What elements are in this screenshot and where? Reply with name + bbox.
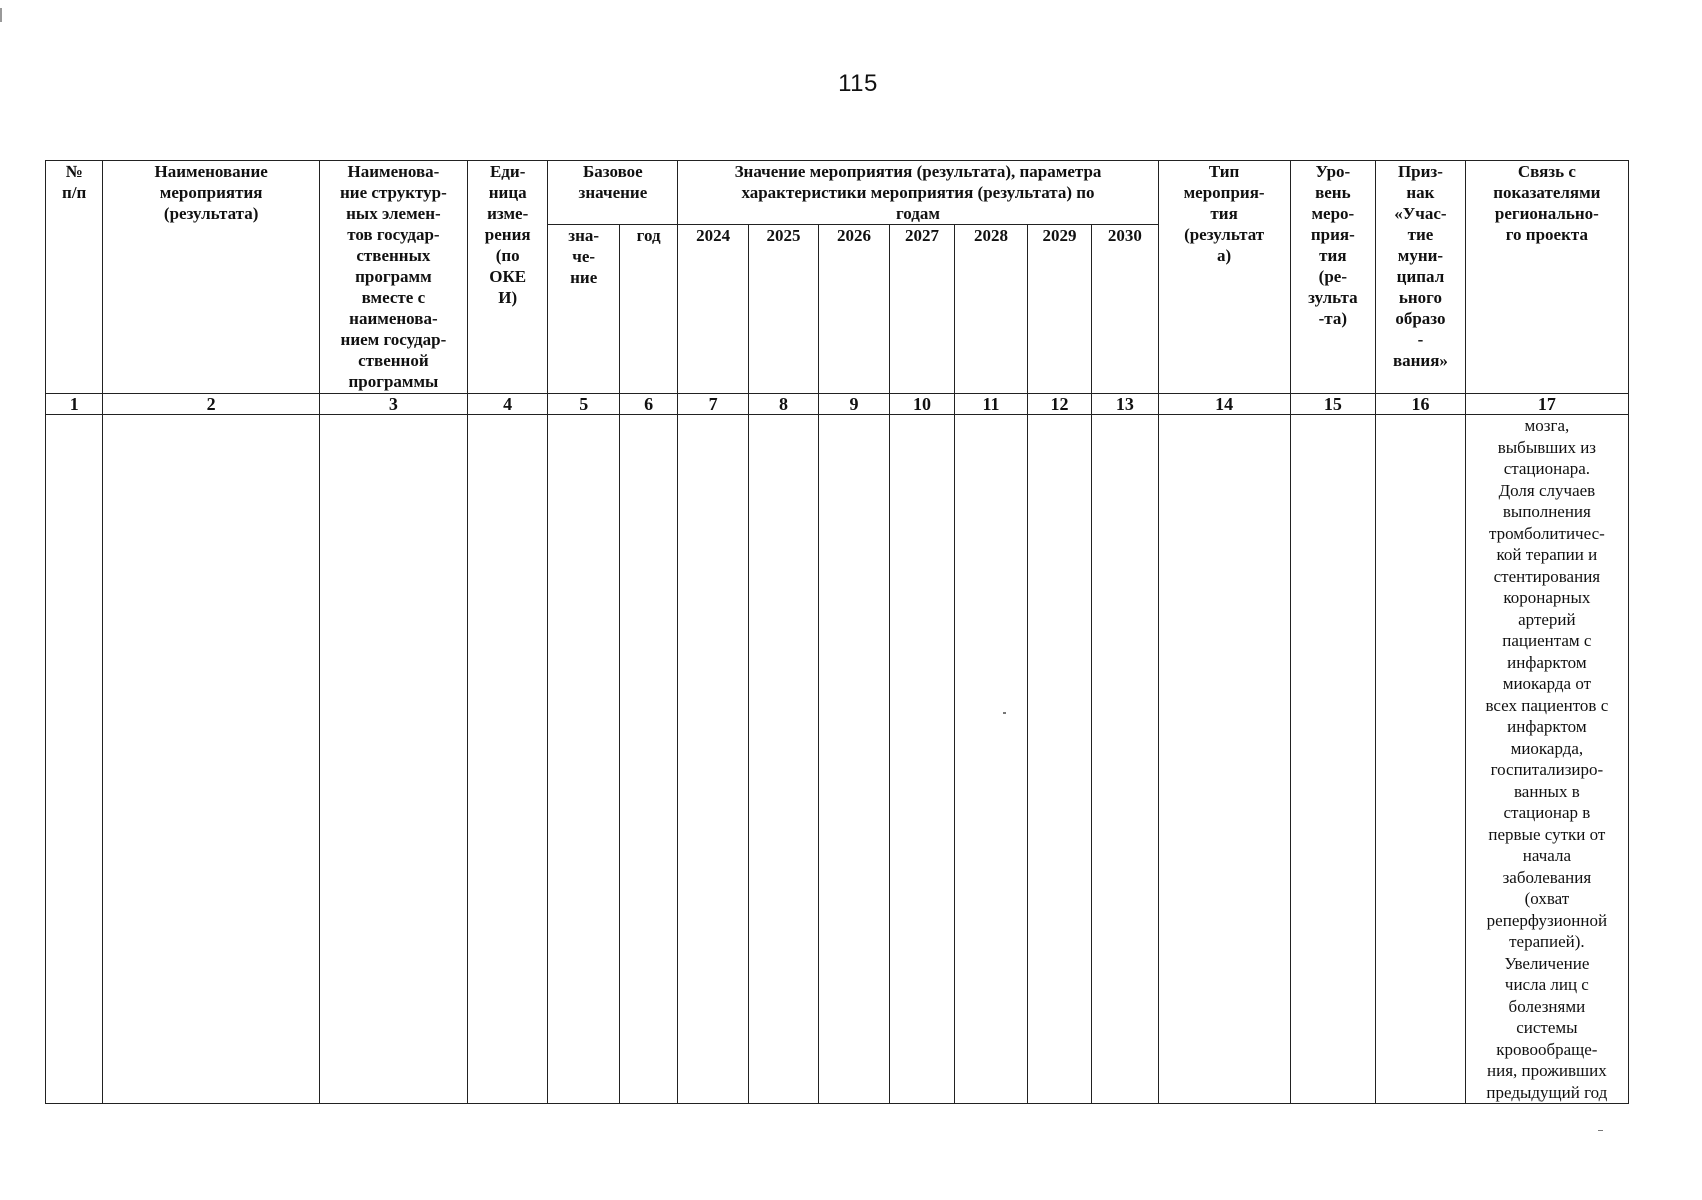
header-unit: [467, 161, 548, 394]
indicator-link-text-line: стентирования: [1493, 566, 1601, 586]
header-event-name: [103, 161, 320, 394]
header-text-line: вания»: [1392, 351, 1448, 370]
indicator-link-text-line: мозга,: [1524, 416, 1570, 435]
indicator-link-text-line: первые сутки от: [1488, 824, 1606, 844]
header-row-top: [46, 161, 1629, 225]
table-cell-col-9: [819, 415, 889, 1104]
column-number-14: 14: [1158, 394, 1290, 415]
column-number-5: 5: [548, 394, 619, 415]
header-text-line: характеристики мероприятия (результата) по: [741, 183, 1095, 202]
table-cell-col-12: [1027, 415, 1091, 1104]
header-text-line: «Учас-: [1394, 204, 1447, 223]
header-text-line: Еди-: [489, 162, 526, 181]
table-cell-col-14: [1158, 415, 1290, 1104]
indicator-link-text-line: пациентам с: [1502, 631, 1592, 650]
indicator-link-text-line: терапией).: [1509, 932, 1585, 951]
indicator-link-text-line: (охват: [1524, 889, 1570, 908]
header-number: [46, 161, 103, 394]
indicator-link-text-line: кой терапии и: [1496, 545, 1598, 564]
scan-speck: [1598, 1130, 1603, 1131]
header-text-line: Связь с: [1517, 162, 1576, 181]
header-text-line: -та): [1318, 309, 1348, 328]
indicator-link-text-line: выполнения: [1502, 502, 1591, 521]
header-values-by-year-group: [678, 161, 1158, 225]
header-text-line: Значение мероприятия (результата), параметра: [734, 162, 1102, 181]
header-text-line: ственных: [356, 246, 431, 265]
column-number-6: 6: [619, 394, 677, 415]
table-cell-col-3: [319, 415, 467, 1104]
table-cell-col-7: [678, 415, 748, 1104]
header-text-line: (результат: [1184, 225, 1265, 244]
indicator-link-text-line: кровообраще-: [1496, 1039, 1598, 1059]
header-text-line: Уро-: [1315, 162, 1351, 181]
header-text-line: а): [1217, 246, 1232, 265]
indicator-link-text-line: ванных в: [1514, 781, 1580, 801]
header-text-line: регионально-: [1494, 204, 1599, 223]
column-number-16: 16: [1376, 394, 1466, 415]
header-text-line: ьного: [1398, 288, 1442, 307]
indicator-link-text-line: коронарных: [1503, 588, 1591, 607]
indicator-link-text-line: артерий: [1518, 609, 1576, 629]
table-cell-col-10: [889, 415, 954, 1104]
table-cell-col-13: [1092, 415, 1158, 1104]
column-number-9: 9: [819, 394, 889, 415]
header-text-line: ние: [570, 268, 598, 287]
page-number: 115: [838, 70, 878, 97]
indicator-link-text-line: предыдущий год: [1486, 1082, 1608, 1102]
header-text-line: нием государ-: [340, 330, 447, 349]
indicator-link-text-line: стационар в: [1503, 803, 1591, 822]
header-text-line: мероприятия: [159, 183, 263, 202]
header-text-line: вень: [1315, 183, 1351, 202]
header-text-line: Наименова-: [347, 162, 440, 181]
header-text-line: значение: [578, 183, 648, 202]
column-number-15: 15: [1290, 394, 1376, 415]
header-text-line: зна-: [568, 226, 600, 245]
indicator-link-text-line: выбывших из: [1497, 437, 1597, 457]
header-text-line: показателями: [1493, 183, 1601, 202]
header-text-line: муни-: [1397, 246, 1444, 265]
header-text-line: мероприя-: [1183, 183, 1265, 202]
indicator-link-text-line: тромболитичес-: [1488, 523, 1605, 543]
header-year-2026: 2026: [819, 225, 889, 394]
table-cell-col-8: [748, 415, 818, 1104]
header-event-type: [1158, 161, 1290, 394]
indicator-link-text-line: Доля случаев: [1498, 480, 1596, 500]
indicator-link-text-line: инфарктом: [1507, 652, 1587, 672]
header-text-line: че-: [572, 247, 596, 266]
indicator-link-text-line: системы: [1516, 1018, 1578, 1037]
table-cell-col-15: [1290, 415, 1376, 1104]
header-year-2027: 2027: [889, 225, 954, 394]
header-base-year: [619, 225, 677, 394]
column-number-row: [46, 394, 1629, 415]
header-year-2029: 2029: [1027, 225, 1091, 394]
header-text-line: годам: [895, 204, 940, 223]
header-text-line: рения: [484, 225, 531, 244]
table-cell-col-16: [1376, 415, 1466, 1104]
table-cell-col-5: [548, 415, 619, 1104]
header-text-line: зульта: [1308, 288, 1358, 307]
header-municipal-participation: [1376, 161, 1466, 394]
header-link-to-indicators: [1465, 161, 1628, 394]
column-number-17: 17: [1465, 394, 1628, 415]
table-cell-col-17: [1465, 415, 1628, 1104]
header-year-2028: 2028: [955, 225, 1028, 394]
header-text-line: прия-: [1310, 225, 1355, 244]
header-text-line: тов государ-: [347, 225, 440, 244]
header-text-line: ципал: [1396, 267, 1445, 286]
column-number-11: 11: [955, 394, 1028, 415]
header-base-value-group: [548, 161, 678, 225]
header-text-line: изме-: [487, 204, 529, 223]
column-number-10: 10: [889, 394, 954, 415]
header-text-line: Наименование: [154, 162, 268, 181]
indicator-link-text-line: инфарктом: [1507, 717, 1587, 736]
header-base-value: [548, 225, 619, 394]
indicator-link-text-line: начала: [1522, 846, 1571, 865]
header-text-line: ных элемен-: [346, 204, 441, 223]
header-text-line: Тип: [1208, 162, 1240, 181]
column-number-2: 2: [103, 394, 320, 415]
indicator-link-text-line: Увеличение: [1504, 953, 1590, 973]
header-year-2025: 2025: [748, 225, 818, 394]
header-text-line: программы: [348, 372, 439, 391]
column-number-4: 4: [467, 394, 548, 415]
column-number-3: 3: [319, 394, 467, 415]
header-text-line: программ: [355, 267, 432, 286]
indicator-link-text-line: болезнями: [1508, 996, 1586, 1016]
table-cell-col-1: [46, 415, 103, 1104]
header-structural-elements: [319, 161, 467, 394]
column-number-8: 8: [748, 394, 818, 415]
header-text-line: (ре-: [1318, 267, 1347, 286]
scan-edge-mark: [0, 8, 2, 22]
header-text-line: образо: [1395, 309, 1446, 328]
header-text-line: п/п: [62, 183, 87, 202]
indicator-link-text-line: всех пациентов с: [1485, 695, 1609, 715]
table-cell-col-2: [103, 415, 320, 1104]
header-text-line: (результата): [163, 204, 259, 223]
header-text-line: меро-: [1311, 204, 1355, 223]
table-cell-col-4: [467, 415, 548, 1104]
table-cell-col-11: [955, 415, 1028, 1104]
header-text-line: тия: [1319, 246, 1347, 265]
header-text-line: тия: [1210, 204, 1238, 223]
header-text-line: ственной: [358, 351, 429, 370]
indicator-link-text-line: заболевания: [1502, 867, 1592, 887]
header-text-line: №: [65, 162, 83, 181]
header-text-line: го проекта: [1505, 225, 1588, 244]
indicator-link-text-line: миокарда от: [1502, 674, 1592, 693]
indicator-link-text-line: числа лиц с: [1504, 975, 1589, 994]
indicator-link-text-line: госпитализиро-: [1490, 760, 1604, 779]
column-number-12: 12: [1027, 394, 1091, 415]
header-text-line: ние структур-: [340, 183, 447, 202]
header-text-line: наименова-: [349, 309, 438, 328]
header-text-line: нак: [1406, 183, 1435, 202]
header-text-line: ОКЕ: [489, 267, 527, 286]
header-text-line: тие: [1407, 225, 1434, 244]
regional-project-table: [45, 160, 1629, 1104]
header-text-line: И): [498, 288, 518, 307]
table-row: [46, 415, 1629, 1104]
header-event-level: [1290, 161, 1376, 394]
indicator-link-text-line: ния, проживших: [1487, 1061, 1607, 1080]
table-cell-col-6: [619, 415, 677, 1104]
header-text-line: год: [636, 226, 661, 245]
header-text-line: Приз-: [1397, 162, 1443, 181]
header-text-line: Базовое: [583, 162, 643, 181]
header-text-line: вместе с: [361, 288, 426, 307]
indicator-link-text-line: миокарда,: [1510, 738, 1584, 758]
indicator-link-text-line: реперфузионной: [1486, 910, 1608, 930]
indicator-link-text-line: стационара.: [1503, 459, 1591, 478]
column-number-13: 13: [1092, 394, 1158, 415]
header-text-line: -: [1417, 330, 1424, 349]
scan-speck: [1003, 712, 1006, 714]
header-year-2024: 2024: [678, 225, 748, 394]
header-text-line: ница: [488, 183, 527, 202]
header-text-line: (по: [495, 246, 520, 265]
column-number-1: 1: [46, 394, 103, 415]
header-year-2030: 2030: [1092, 225, 1158, 394]
column-number-7: 7: [678, 394, 748, 415]
